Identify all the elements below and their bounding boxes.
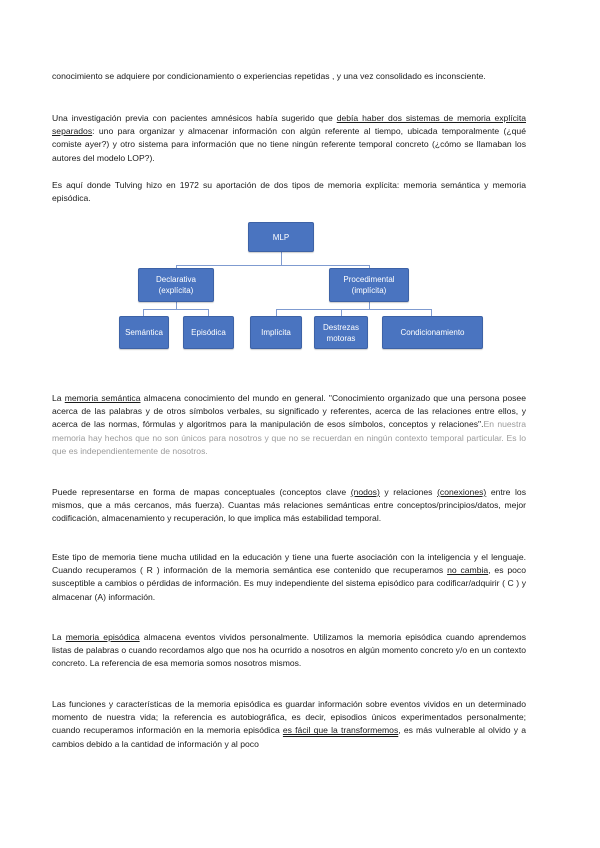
node-declarativa bbox=[138, 268, 214, 302]
node-label: Implícita bbox=[261, 328, 291, 337]
node-label-group bbox=[323, 322, 359, 344]
connector bbox=[276, 309, 277, 316]
node-label: MLP bbox=[272, 232, 290, 242]
connector bbox=[143, 309, 209, 310]
node-label: Semántica bbox=[125, 328, 163, 337]
connector bbox=[341, 309, 342, 316]
connector bbox=[369, 302, 370, 310]
node-label: Declarativa bbox=[155, 275, 196, 284]
text: Este tipo de memoria tiene mucha utilidad en la educación y tiene una fuerte asociación con la inteligencia y el lenguaje. Cuando recuperamos ( R ) información de la memoria semántica ese contenido que recuperamos bbox=[52, 552, 526, 576]
paragraph-research bbox=[52, 112, 526, 165]
connector bbox=[369, 265, 370, 269]
paragraph-episodic-memory bbox=[52, 631, 526, 671]
node-label-group bbox=[343, 274, 394, 296]
node-semantica bbox=[119, 316, 169, 349]
paragraph-intro bbox=[52, 70, 526, 83]
node-label: Procedimental bbox=[343, 275, 395, 284]
text: , es poco susceptible a cambios o pérdidas de información. Es muy independiente del sistema episódico para codificar/adquirir ( C ) y almacenar (A) información. bbox=[52, 565, 526, 602]
connector bbox=[208, 309, 209, 316]
text: almacena eventos vividos personalmente. Utilizamos la memoria episódica cuando aprendemos listas de palabras o cuando recordamos algo que nos ha ocurrido a nosotros en algún momento concreto y/o en un contexto concreto. La referencia de esa memoria somos nosotros mismos. bbox=[52, 632, 526, 669]
connector bbox=[281, 251, 282, 265]
text: conocimiento se adquiere por condicionamiento o experiencias repetidas , y una vez consolidado es inconsciente. bbox=[52, 71, 486, 81]
text: Es aquí donde Tulving hizo en 1972 su aportación de dos tipos de memoria explícita: memoria semántica y memoria episódica. bbox=[52, 180, 526, 204]
text: , es más vulnerable al olvido y a cambios debido a la cantidad de información y al poco bbox=[52, 725, 526, 749]
connector bbox=[431, 309, 432, 316]
paragraph-semantic-memory bbox=[52, 392, 526, 458]
underlined-phrase: es fácil que la transformemos bbox=[282, 725, 399, 736]
node-sublabel: (explícita) bbox=[158, 286, 194, 295]
underlined-phrase: debía haber dos sistemas de memoria explícita separados bbox=[52, 113, 526, 137]
connector bbox=[276, 309, 432, 310]
text: entre los mismos, que a más cercanos, más fuerza). Cuantas más relaciones semánticas entre conceptos/principios/datos, mejor codificación, almacenamiento y recuperación, lo que implica más estabilidad temporal. bbox=[52, 487, 526, 524]
connector bbox=[176, 265, 370, 266]
node-label: Condicionamiento bbox=[400, 328, 465, 337]
underlined-phrase: memoria episódica bbox=[65, 632, 140, 642]
node-label: Episódica bbox=[191, 328, 226, 337]
text: y relaciones bbox=[379, 487, 438, 497]
node-mlp bbox=[248, 222, 314, 252]
paragraph-tulving bbox=[52, 179, 526, 205]
paragraph-episodic-functions bbox=[52, 698, 526, 751]
underlined-phrase: memoria semántica bbox=[64, 393, 141, 403]
paragraph-education bbox=[52, 551, 526, 604]
node-label-group bbox=[156, 274, 196, 296]
node-sublabel: (implícita) bbox=[351, 286, 387, 295]
text: : uno para organizar y almacenar información con algún referente al tiempo, ubicada temporalmente (¿qué comiste ayer?) y otro sistema para información que no tiene ningún referente temporal concreto (¿cómo se llamaban los autores del modelo LOP?). bbox=[52, 126, 526, 163]
text: Puede representarse en forma de mapas conceptuales (conceptos clave bbox=[52, 487, 351, 497]
node-destrezas-motoras bbox=[314, 316, 368, 349]
text: La bbox=[52, 393, 65, 403]
node-condicionamiento bbox=[382, 316, 483, 349]
node-procedimental bbox=[329, 268, 409, 302]
connector bbox=[176, 302, 177, 310]
grey-text: En nuestra memoria hay hechos que no son únicos para nosotros y que no se recuerdan en ningún contexto temporal particular. Es lo que es independientemente de nosotros. bbox=[52, 419, 526, 456]
paragraph-concept-maps bbox=[52, 486, 526, 526]
text: La bbox=[52, 632, 66, 642]
connector bbox=[176, 265, 177, 269]
text: Una investigación previa con pacientes amnésicos había sugerido que bbox=[52, 113, 337, 123]
node-implicita bbox=[250, 316, 302, 349]
underlined-phrase: (conexiones) bbox=[437, 487, 487, 497]
node-sublabel: motoras bbox=[326, 333, 356, 343]
underlined-phrase: (nodos) bbox=[350, 487, 380, 497]
node-label: Destrezas bbox=[322, 322, 359, 332]
text: almacena conocimiento del mundo en general. "Conocimiento organizado que una persona posee acerca de las palabras y de otros símbolos verbales, su significado y referentes, acerca de las relaciones entre ellos, y acerca de las normas, fórmulas y algoritmos para la manipulación de esos símbolos, conceptos y relaciones". bbox=[52, 393, 526, 430]
text: Las funciones y características de la memoria episódica es guardar información sobre eventos vividos en un determinado momento de nuestra vida; la referencia es autobiográfica, es decir, episodios únicos experimentados personalmente; cuando recuperamos información en la memoria episódica bbox=[52, 699, 526, 736]
connector bbox=[143, 309, 144, 316]
underlined-phrase: no cambia bbox=[447, 565, 489, 576]
node-episodica bbox=[183, 316, 234, 349]
